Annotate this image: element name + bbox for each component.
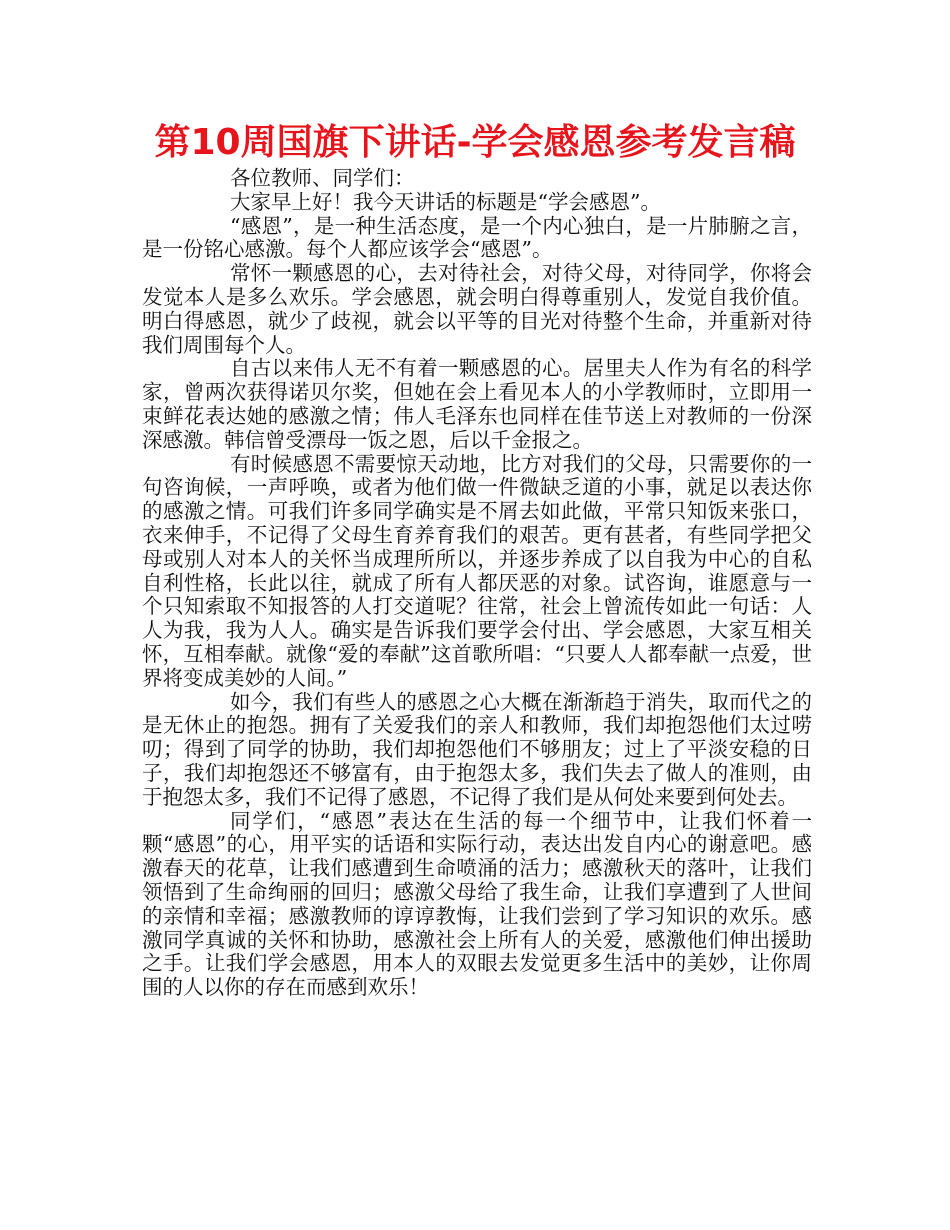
paragraph: 常怀一颗感恩的心，去对待社会，对待父母，对待同学，你将会发觉本人是多么欢乐。学会感恩，就会明白得尊重别人，发觉自我价值。明白得感恩，就少了歧视，就会以平等的目光对待整个生命，并重新对待我们周围每个人。	[142, 261, 812, 357]
paragraph: 自古以来伟人无不有着一颗感恩的心。居里夫人作为有名的科学家，曾两次获得诺贝尔奖，但她在会上看见本人的小学教师时，立即用一束鲜花表达她的感激之情；伟人毛泽东也同样在佳节送上对教师的一份深深感激。韩信曾受漂母一饭之恩，后以千金报之。	[142, 356, 812, 452]
paragraph: 同学们，“感恩”表达在生活的每一个细节中，让我们怀着一颗“感恩”的心，用平实的话语和实际行动，表达出发自内心的谢意吧。感激春天的花草，让我们感遭到生命喷涌的活力；感激秋天的落叶，让我们领悟到了生命绚丽的回归；感激父母给了我生命，让我们享遭到了人世间的亲情和幸福；感激教师的谆谆教悔，让我们尝到了学习知识的欢乐。感激同学真诚的关怀和协助，感激社会上所有人的关爱，感激他们伸出援助之手。让我们学会感恩，用本人的双眼去发觉更多生活中的美妙，让你周围的人以你的存在而感到欢乐！	[142, 808, 812, 1000]
paragraph-greeting: 大家早上好！我今天讲话的标题是“学会感恩”。	[230, 189, 661, 214]
document-title: 第10周国旗下讲话-学会感恩参考发言稿	[154, 122, 796, 163]
paragraph: “感恩”，是一种生活态度，是一个内心独白，是一片肺腑之言，是一份铭心感激。每个人都应该学会“感恩”。	[142, 213, 812, 262]
document-body	[142, 167, 812, 1000]
paragraph: 有时候感恩不需要惊天动地，比方对我们的父母，只需要你的一句咨询候，一声呼唤，或者为他们做一件微缺乏道的小事，就足以表达你的感激之情。可我们许多同学确实是不屑去如此做，平常只知饭来张口，衣来伸手，不记得了父母生育养育我们的艰苦。更有甚者，有些同学把父母或别人对本人的关怀当成理所所以，并逐步养成了以自我为中心的自私自利性格，长此以往，就成了所有人都厌恶的对象。试咨询，谁愿意与一个只知索取不知报答的人打交道呢？往常，社会上曾流传如此一句话：人人为我，我为人人。确实是告诉我们要学会付出、学会感恩，大家互相关怀，互相奉献。就像“爱的奉献”这首歌所唱：“只要人人都奉献一点爱，世界将变成美妙的人间。”	[142, 451, 812, 690]
paragraph: 如今，我们有些人的感恩之心大概在渐渐趋于消失，取而代之的是无休止的抱怨。拥有了关爱我们的亲人和教师，我们却抱怨他们太过唠叨；得到了同学的协助，我们却抱怨他们不够朋友；过上了平淡安稳的日子，我们却抱怨还不够富有，由于抱怨太多，我们失去了做人的准则，由于抱怨太多，我们不记得了感恩，不记得了我们是从何处来要到何处去。	[142, 689, 812, 809]
paragraph-salutation: 各位教师、同学们：	[230, 166, 415, 190]
